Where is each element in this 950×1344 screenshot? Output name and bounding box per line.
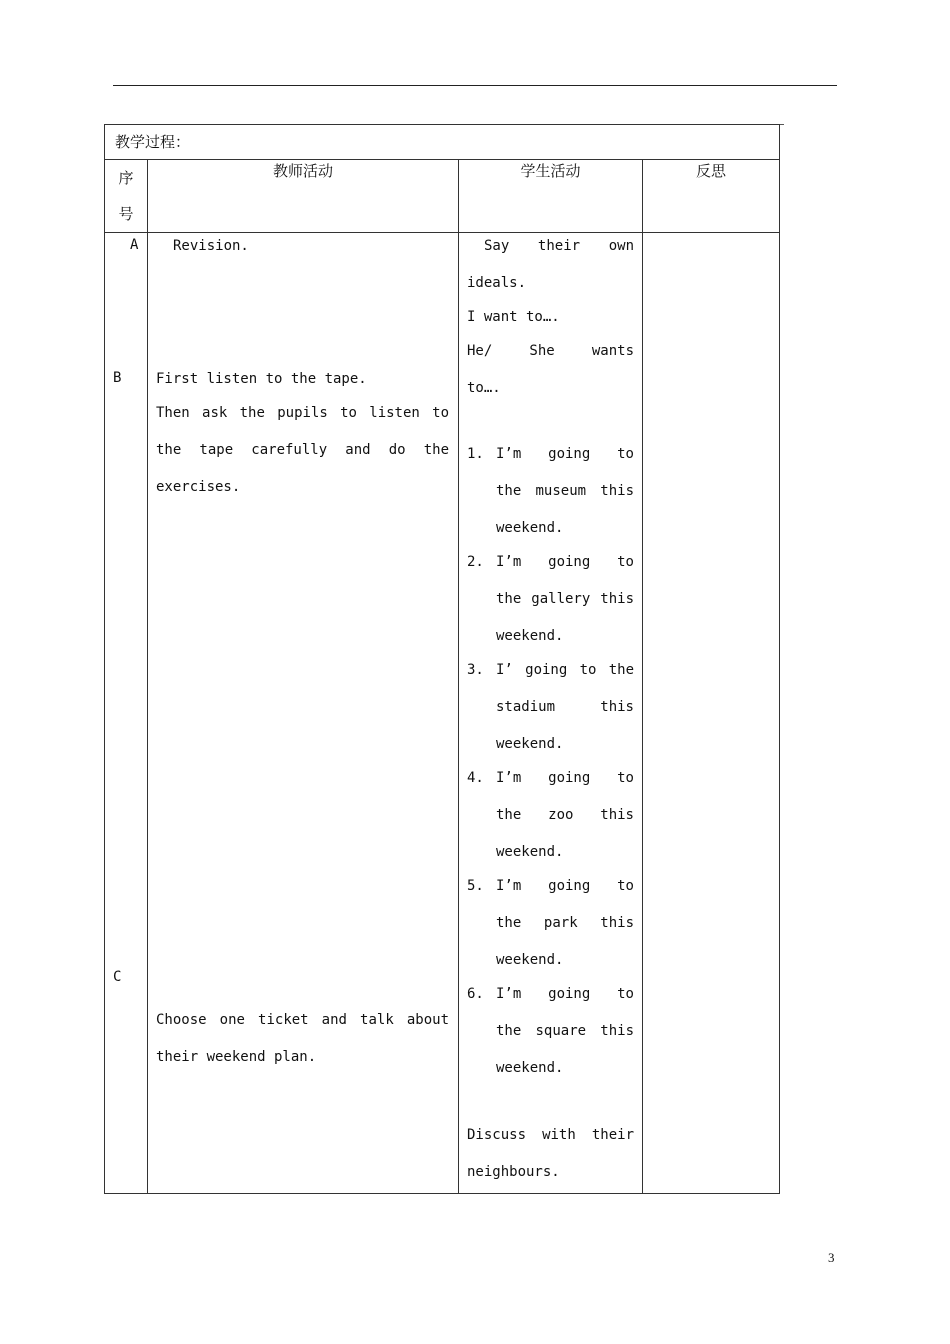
- list-item-number: 6.: [467, 986, 484, 1002]
- list-item-line3: weekend.: [496, 628, 564, 644]
- list-item-line2: stadium this: [496, 699, 634, 715]
- list-item-line3: weekend.: [496, 520, 564, 536]
- reflection-header: [643, 160, 780, 233]
- student-header-label: 学生活动: [520, 162, 581, 180]
- list-item: [459, 868, 643, 979]
- seq-header: [105, 160, 148, 233]
- teacher-choose-line2: their weekend plan.: [156, 1049, 317, 1065]
- list-item-number: 5.: [467, 878, 484, 894]
- list-item-line3: weekend.: [496, 736, 564, 752]
- reflection-cell: [643, 233, 780, 1194]
- list-item: [459, 652, 643, 763]
- list-item: [459, 760, 643, 871]
- teacher-listen-line2: Then ask the pupils to listen to: [156, 405, 449, 421]
- student-say-line1: Say their own: [484, 238, 634, 254]
- marker-a: A: [130, 237, 139, 253]
- list-item-line1: I’ going to the: [496, 662, 634, 678]
- header-rule: [113, 85, 837, 86]
- student-want: I want to….: [467, 309, 560, 325]
- list-item-number: 4.: [467, 770, 484, 786]
- list-item-number: 1.: [467, 446, 484, 462]
- list-item-line3: weekend.: [496, 952, 564, 968]
- teacher-listen-line3: the tape carefully and do the: [156, 442, 449, 458]
- student-discuss-line2: neighbours.: [467, 1164, 560, 1180]
- marker-b: B: [113, 370, 122, 386]
- list-item-line2: the museum this: [496, 483, 634, 499]
- list-item-line2: the zoo this: [496, 807, 634, 823]
- reflection-header-label: 反思: [696, 162, 727, 180]
- list-item-line2: the square this: [496, 1023, 634, 1039]
- list-item-line1: I’m going to: [496, 878, 634, 894]
- seq-header-label: 序号: [118, 169, 134, 223]
- list-item-number: 2.: [467, 554, 484, 570]
- lesson-table: [104, 124, 780, 1194]
- list-item-number: 3.: [467, 662, 484, 678]
- student-he-line1: He/ She wants: [467, 343, 634, 359]
- teacher-header-label: 教师活动: [272, 162, 333, 180]
- list-item-line1: I’m going to: [496, 446, 634, 462]
- seq-cell: [105, 233, 148, 1194]
- student-say-line2: ideals.: [467, 275, 527, 291]
- teacher-choose-line1: Choose one ticket and talk about: [156, 1012, 449, 1028]
- student-header: [459, 160, 643, 233]
- list-item: [459, 976, 643, 1087]
- teacher-listen-line1: First listen to the tape.: [156, 371, 367, 387]
- student-he-line2: to….: [467, 380, 501, 396]
- teacher-revision: Revision.: [173, 238, 249, 254]
- list-item-line1: I’m going to: [496, 986, 634, 1002]
- list-item-line3: weekend.: [496, 844, 564, 860]
- list-item-line2: the gallery this: [496, 591, 634, 607]
- list-item: [459, 436, 643, 547]
- table-title-cell: [105, 125, 780, 160]
- teacher-listen-line4: exercises.: [156, 479, 241, 495]
- table-title: 教学过程：: [115, 133, 191, 151]
- list-item-line2: the park this: [496, 915, 634, 931]
- list-item-line1: I’m going to: [496, 554, 634, 570]
- page-number: 3: [828, 1250, 835, 1265]
- list-item-line1: I’m going to: [496, 770, 634, 786]
- teacher-header: [148, 160, 459, 233]
- student-discuss-line1: Discuss with their: [467, 1127, 634, 1143]
- list-item: [459, 544, 643, 655]
- marker-c: C: [113, 969, 122, 985]
- student-cell: [459, 233, 643, 1194]
- list-item-line3: weekend.: [496, 1060, 564, 1076]
- teacher-cell: [148, 233, 459, 1194]
